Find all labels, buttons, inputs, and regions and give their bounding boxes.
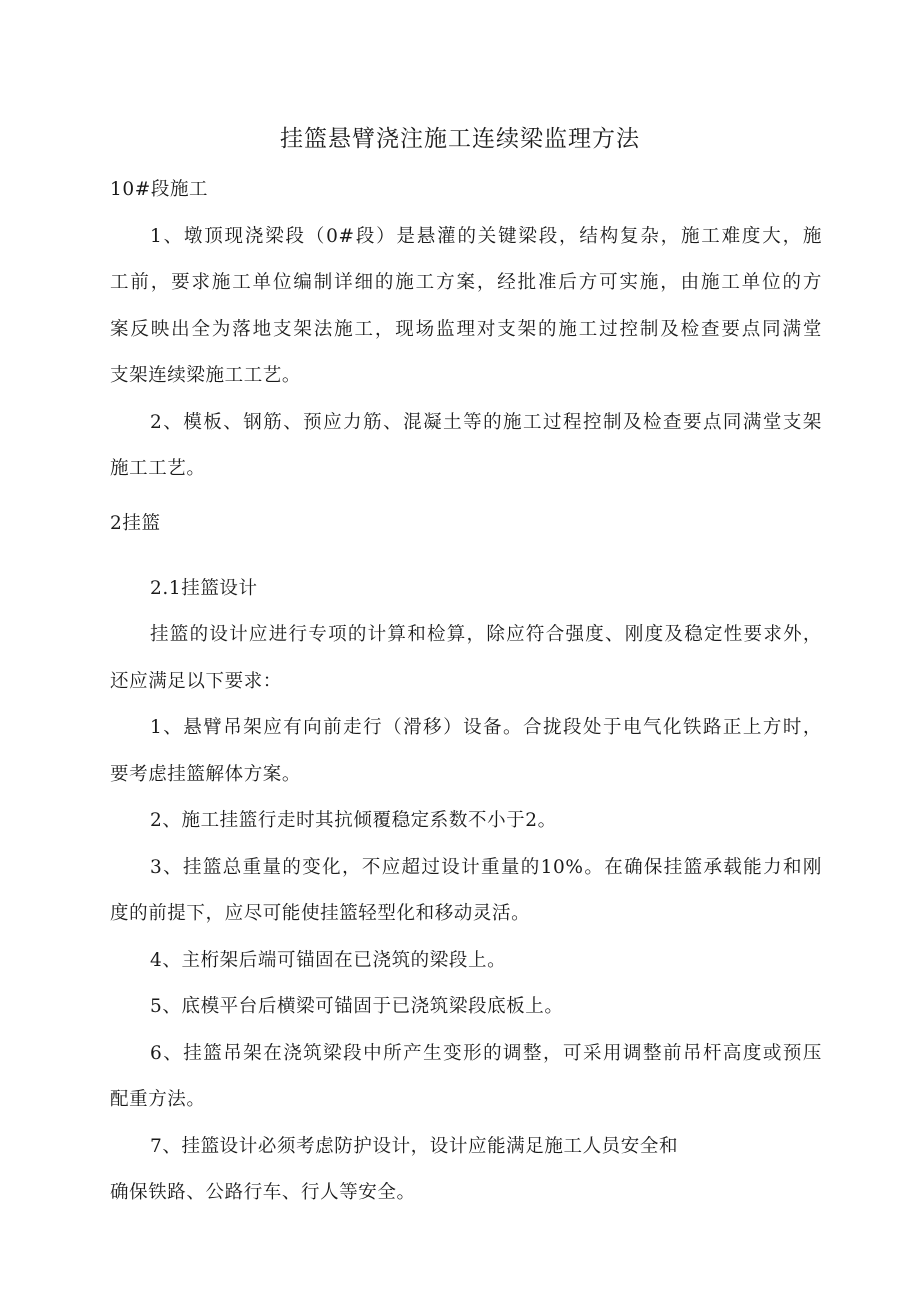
paragraph-line: 1、悬臂吊架应有向前走行（滑移）设备。合拢段处于电气化铁路正上方时， [150,717,822,738]
paragraph-line: 确保铁路、公路行车、行人等安全。 [110,1182,416,1203]
paragraph-line: 7、挂篮设计必须考虑防护设计，设计应能满足施工人员安全和 [150,1136,679,1157]
section-heading-10: 10#段施工 [110,179,209,200]
paragraph-line: 支架连续梁施工工艺。 [110,365,302,386]
paragraph-line: 案反映出全为落地支架法施工，现场监理对支架的施工过控制及检查要点同满堂 [110,319,822,340]
paragraph-line: 要考虑挂篮解体方案。 [110,764,302,785]
paragraph-line: 工前，要求施工单位编制详细的施工方案，经批准后方可实施，由施工单位的方 [110,272,822,293]
paragraph-line: 1、墩顶现浇梁段（0#段）是悬灌的关键梁段，结构复杂，施工难度大，施 [150,226,822,247]
section-heading-2: 2挂篮 [110,513,161,534]
paragraph-line: 4、主桁架后端可锚固在已浇筑的梁段上。 [150,950,507,971]
paragraph-line: 5、底模平台后横梁可锚固于已浇筑梁段底板上。 [150,996,564,1017]
paragraph-line: 度的前提下，应尽可能使挂篮轻型化和移动灵活。 [110,903,531,924]
subsection-heading: 2.1挂篮设计 [150,578,258,599]
paragraph-line: 3、挂篮总重量的变化，不应超过设计重量的10%。在确保挂篮承载能力和刚 [150,857,822,878]
paragraph-line: 2、施工挂篮行走时其抗倾覆稳定系数不小于2。 [150,810,557,831]
paragraph-line: 施工工艺。 [110,458,206,479]
paragraph-line: 配重方法。 [110,1089,206,1110]
paragraph-line: 6、挂篮吊架在浇筑梁段中所产生变形的调整，可采用调整前吊杆高度或预压 [150,1043,822,1064]
paragraph-line: 还应满足以下要求： [110,671,282,692]
paragraph-line: 2、模板、钢筋、预应力筋、混凝土等的施工过程控制及检查要点同满堂支架 [150,412,822,433]
document-title: 挂篮悬臂浇注施工连续梁监理方法 [280,126,640,152]
paragraph-line: 挂篮的设计应进行专项的计算和检算，除应符合强度、刚度及稳定性要求外， [150,624,822,645]
